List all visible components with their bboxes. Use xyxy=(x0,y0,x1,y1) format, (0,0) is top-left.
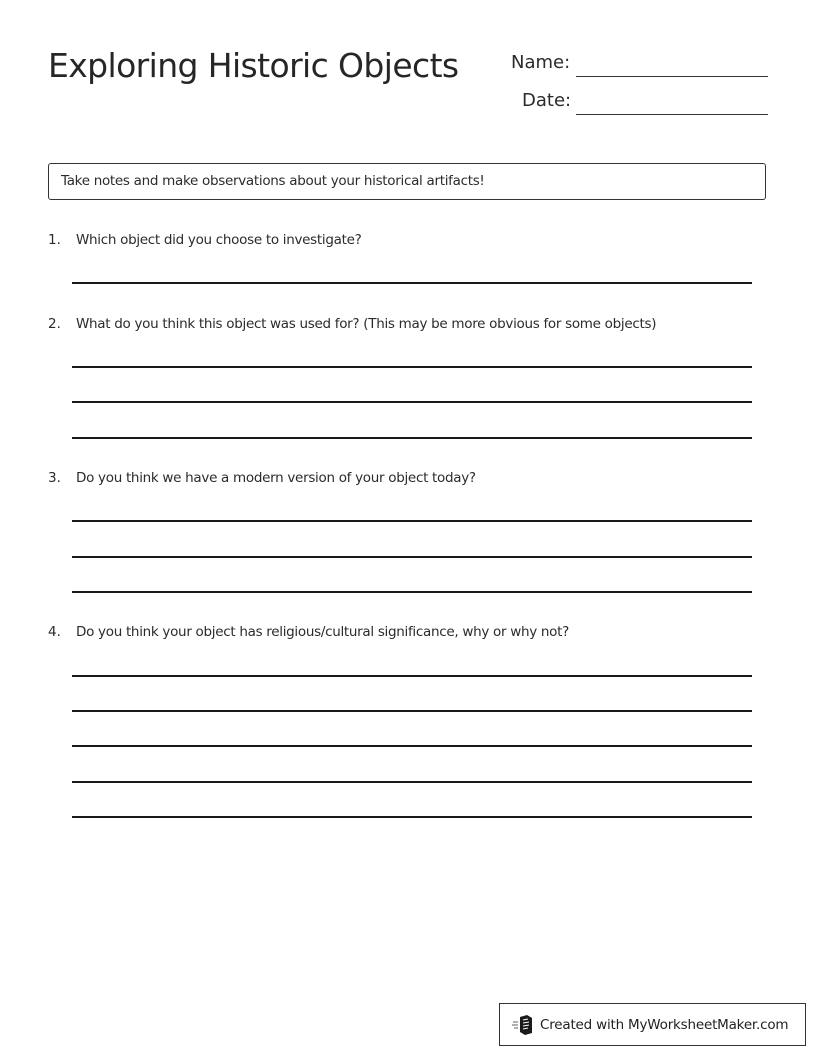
question-text: Do you think we have a modern version of your object today? xyxy=(76,470,476,486)
answer-line[interactable] xyxy=(72,520,752,522)
question-number: 3. xyxy=(48,470,61,486)
answer-line[interactable] xyxy=(72,745,752,747)
worksheet-maker-logo-icon xyxy=(512,1014,534,1036)
answer-line[interactable] xyxy=(72,591,752,593)
answer-line[interactable] xyxy=(72,675,752,677)
date-label: Date: xyxy=(522,90,572,111)
name-label: Name: xyxy=(511,52,571,73)
date-field[interactable] xyxy=(576,114,768,115)
name-field[interactable] xyxy=(576,76,768,77)
answer-line[interactable] xyxy=(72,282,752,284)
answer-line[interactable] xyxy=(72,401,752,403)
question-text: What do you think this object was used for? (This may be more obvious for some objects) xyxy=(76,316,657,332)
page-title: Exploring Historic Objects xyxy=(48,46,459,85)
question-number: 4. xyxy=(48,624,61,640)
answer-line[interactable] xyxy=(72,556,752,558)
instructions-box: Take notes and make observations about your historical artifacts! xyxy=(48,163,766,200)
footer-badge[interactable] xyxy=(499,1003,806,1046)
answer-line[interactable] xyxy=(72,710,752,712)
answer-line[interactable] xyxy=(72,366,752,368)
question-number: 1. xyxy=(48,232,61,248)
question-number: 2. xyxy=(48,316,61,332)
answer-line[interactable] xyxy=(72,816,752,818)
question-text: Do you think your object has religious/cultural significance, why or why not? xyxy=(76,624,569,640)
question-text: Which object did you choose to investigate? xyxy=(76,232,362,248)
answer-line[interactable] xyxy=(72,437,752,439)
footer-text: Created with MyWorksheetMaker.com xyxy=(540,1016,789,1033)
answer-line[interactable] xyxy=(72,781,752,783)
